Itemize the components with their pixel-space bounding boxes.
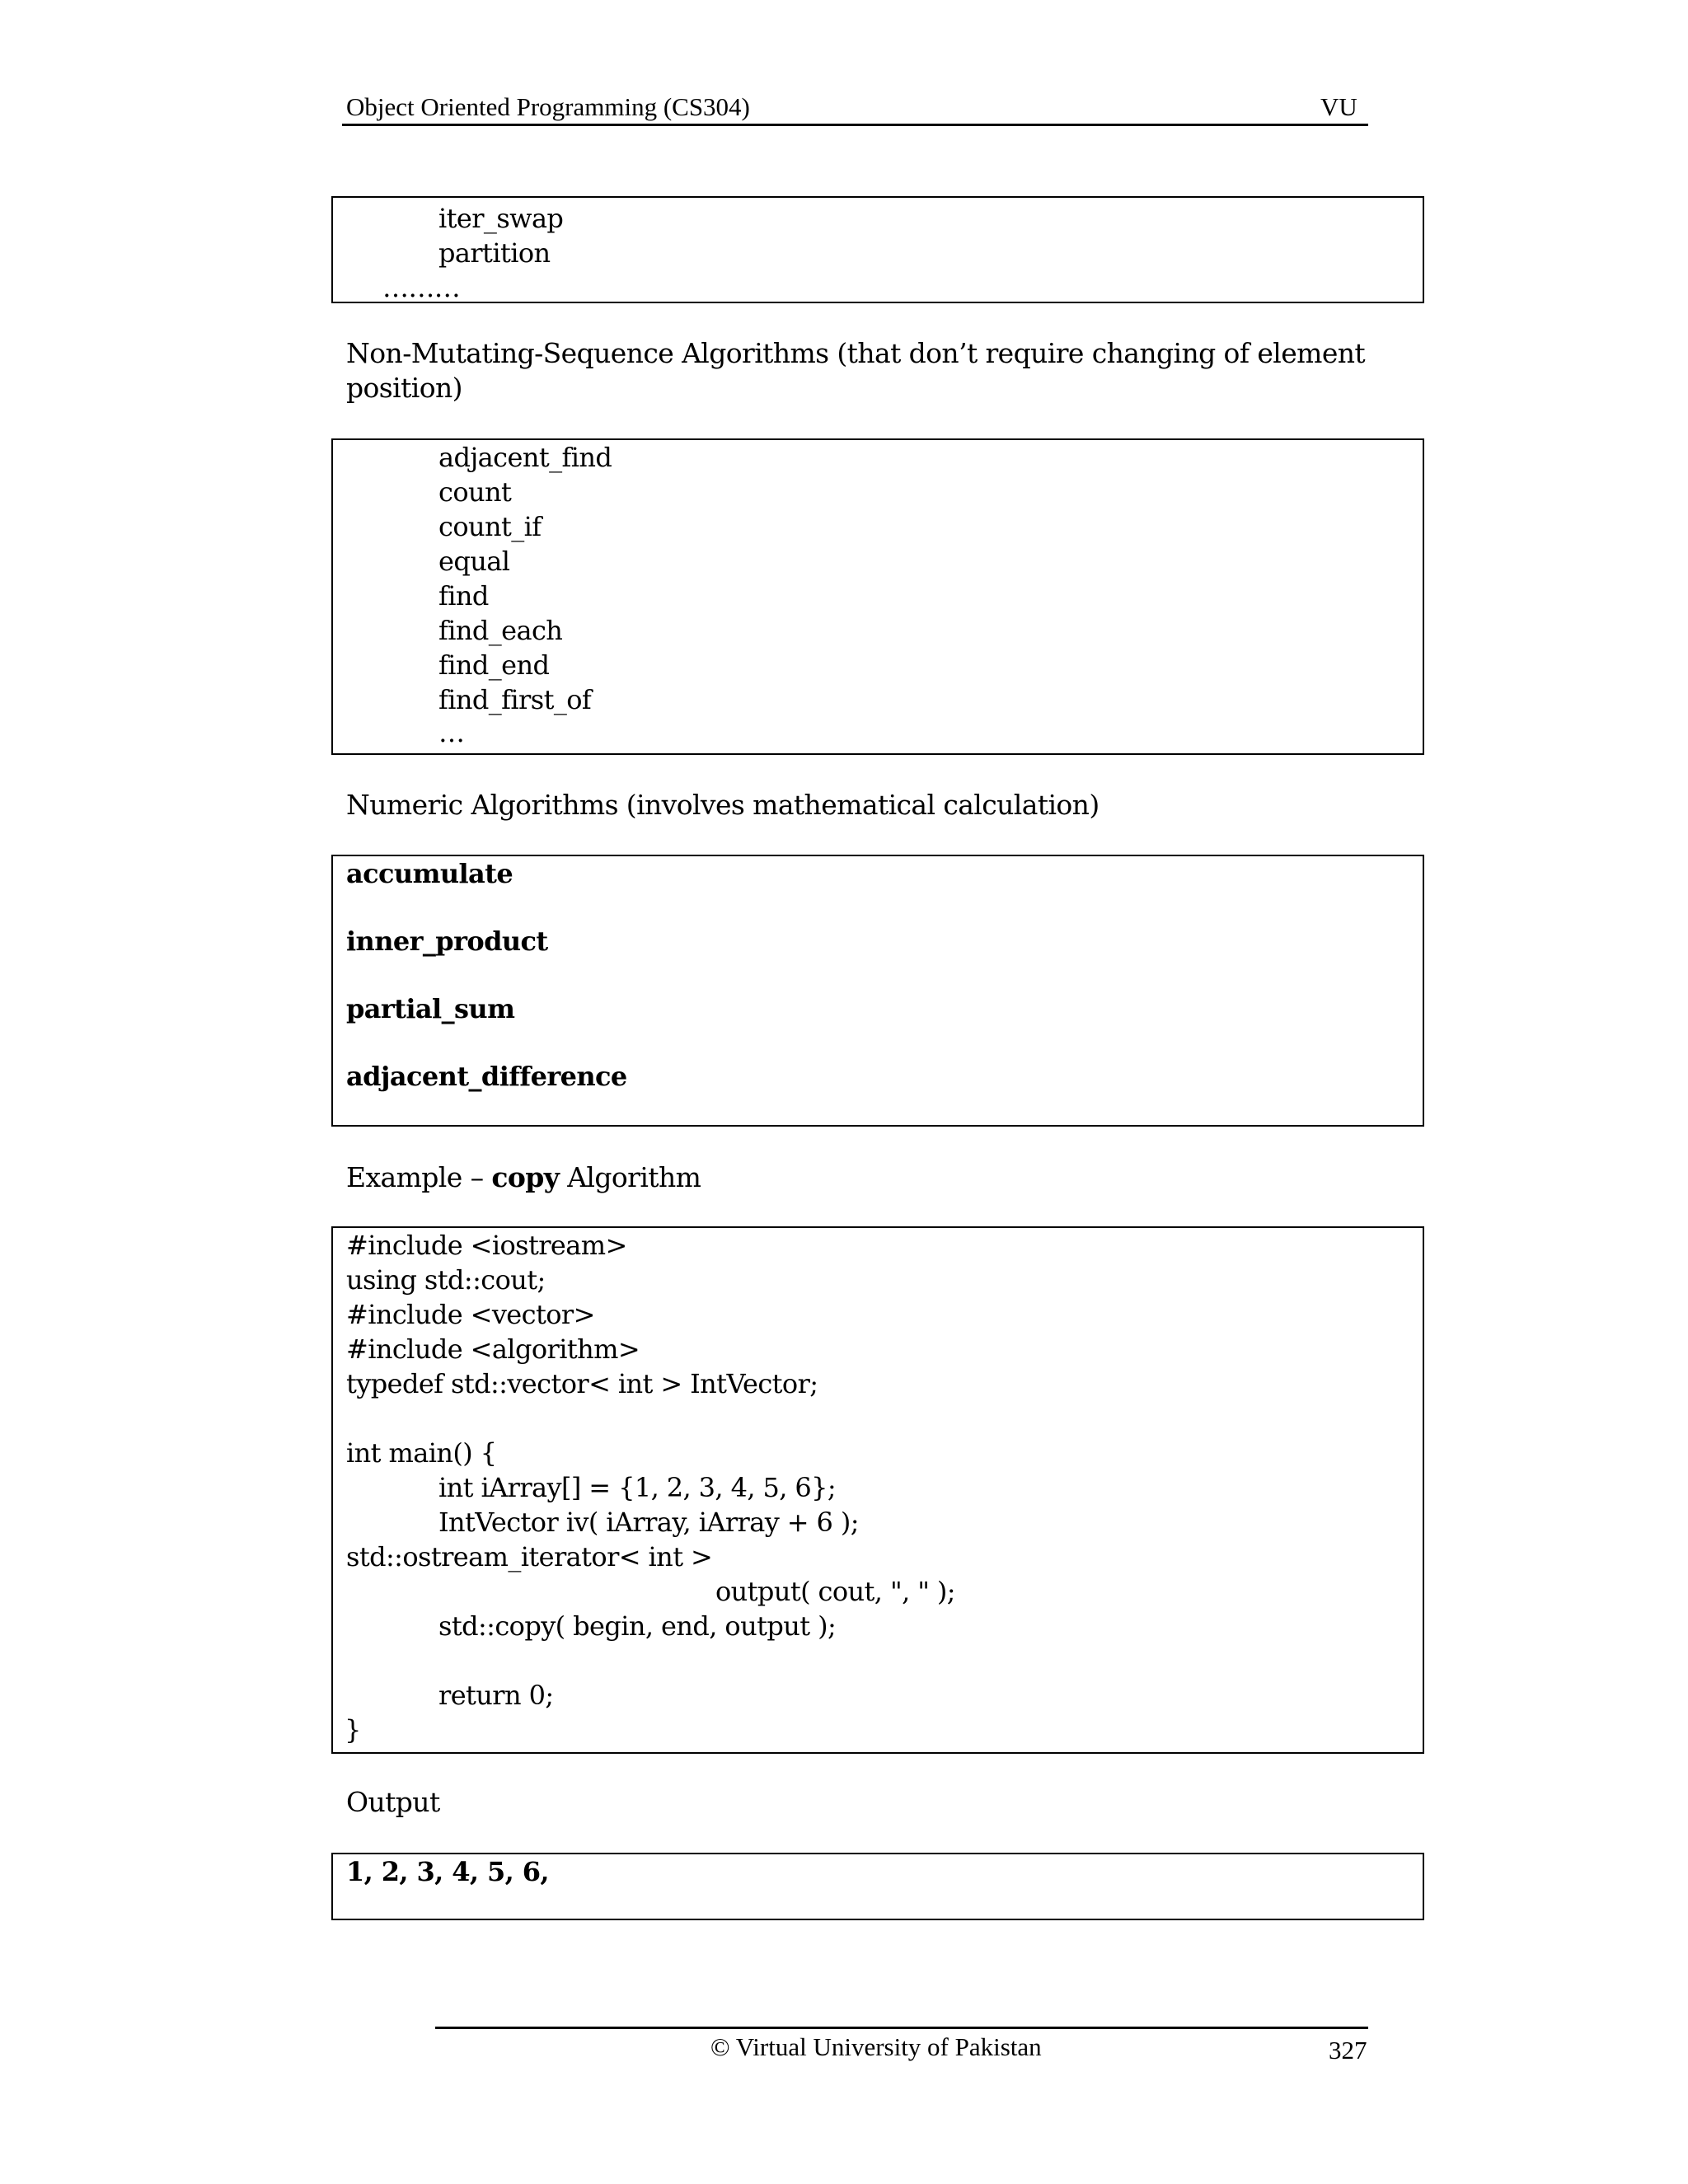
code-example-box (331, 1226, 1424, 1754)
code-line: #include <iostream> (346, 1230, 627, 1261)
footer-copyright: © Virtual University of Pakistan (710, 2032, 1042, 2061)
page-number: 327 (1329, 2036, 1367, 2064)
algorithm-item: find_end (438, 649, 550, 681)
code-line: #include <algorithm> (346, 1333, 640, 1365)
code-line: return 0; (438, 1680, 554, 1711)
example-heading-keyword: copy (491, 1161, 560, 1193)
numeric-heading: Numeric Algorithms (involves mathematical calculation) (346, 789, 1100, 821)
header-divider (342, 124, 1368, 126)
algorithm-item: inner_product (346, 926, 548, 957)
code-line: #include <vector> (346, 1299, 595, 1330)
ellipsis: ……… (382, 272, 461, 303)
algorithm-item: accumulate (346, 858, 513, 889)
example-heading-suffix: Algorithm (559, 1161, 701, 1193)
non-mutating-algorithms-box (331, 438, 1424, 755)
example-heading (346, 1160, 701, 1195)
ellipsis: … (438, 717, 465, 748)
algorithm-item: adjacent_difference (346, 1061, 627, 1092)
algorithm-item: adjacent_find (438, 442, 612, 473)
code-line: output( cout, ", " ); (715, 1576, 955, 1607)
algorithm-item: count (438, 476, 512, 508)
non-mutating-heading-line1: Non-Mutating-Sequence Algorithms (that don’t require changing of element (346, 337, 1366, 369)
code-line: std::ostream_iterator< int > (346, 1541, 713, 1572)
algorithm-item: iter_swap (438, 203, 564, 234)
footer-divider (435, 2027, 1368, 2029)
page-header-title: Object Oriented Programming (CS304) (346, 92, 750, 121)
output-value: 1, 2, 3, 4, 5, 6, (346, 1856, 549, 1887)
algorithm-item: partial_sum (346, 993, 515, 1024)
algorithm-item: count_if (438, 511, 542, 542)
mutating-algorithms-box (331, 196, 1424, 303)
numeric-algorithms-box (331, 855, 1424, 1127)
algorithm-item: find (438, 580, 489, 612)
page-header-institution: VU (1320, 92, 1357, 121)
example-heading-prefix: Example – (346, 1161, 492, 1193)
output-box (331, 1853, 1424, 1920)
algorithm-item: equal (438, 546, 510, 577)
code-line: IntVector iv( iArray, iArray + 6 ); (438, 1507, 859, 1538)
algorithm-item: find_first_of (438, 684, 592, 715)
code-line: using std::cout; (346, 1264, 546, 1296)
code-line: std::copy( begin, end, output ); (438, 1610, 837, 1642)
code-line: int main() { (346, 1437, 497, 1469)
output-heading: Output (346, 1786, 440, 1818)
algorithm-item: find_each (438, 615, 563, 646)
code-line: } (345, 1714, 361, 1746)
algorithm-item: partition (438, 237, 551, 269)
code-line: int iArray[] = {1, 2, 3, 4, 5, 6}; (438, 1472, 837, 1503)
non-mutating-heading-line2: position) (346, 372, 462, 404)
code-line: typedef std::vector< int > IntVector; (346, 1368, 818, 1399)
